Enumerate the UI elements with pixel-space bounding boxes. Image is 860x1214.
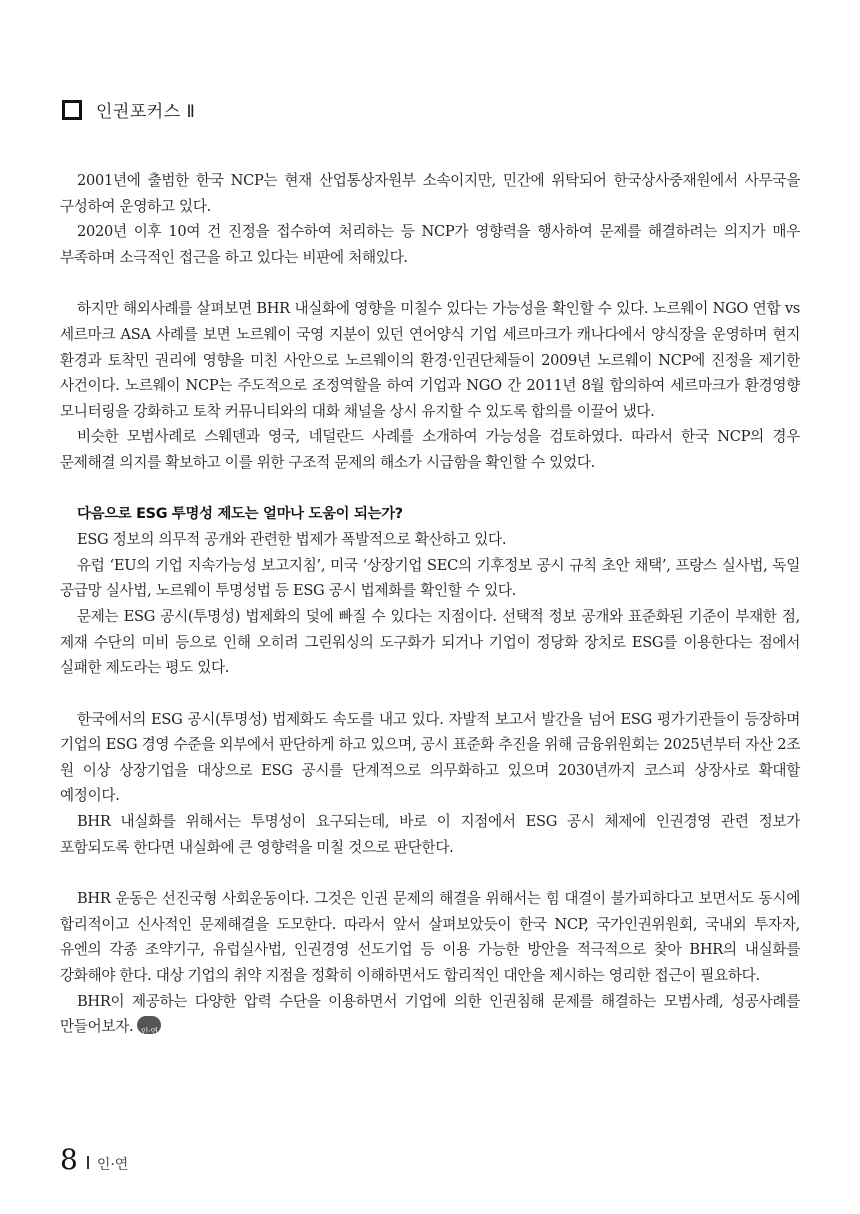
footer-divider [87,1156,89,1169]
end-mark-logo-icon [137,1016,161,1034]
paragraph: 하지만 해외사례를 살펴보면 BHR 내실화에 영향을 미칠수 있다는 가능성을 확인할 수 있다. 노르웨이 NGO 연합 vs 세르마크 ASA 사례를 보면 노르웨이 국영 지분이 있던 연어양식 기업 세르마크가 캐나다에서 양식장을 운영하며 현지 환경과 토착민 권리에 영향을 미친 사안으로 노르웨이의 환경·인권단체들이 2009년 노르웨이 NCP에 진정을 제기한 사건이다. 노르웨이 NCP는 주도적으로 조정역할을 하여 기업과 NGO 간 2011년 8월 합의하여 세르마크가 환경영향 모니터링을 강화하고 토착 커뮤니티와의 대화 채널을 상시 유지할 수 있도록 합의를 이끌어 냈다. [60,300,800,420]
paragraph: 한국에서의 ESG 공시(투명성) 법제화도 속도를 내고 있다. 자발적 보고서 발간을 넘어 ESG 평가기관들이 등장하며 기업의 ESG 경영 수준을 외부에서 판단하게 하고 있으며, 공시 표준화 추진을 위해 금융위원회는 2025년부터 자산 2조 원 이상 상장기업을 대상으로 ESG 공시를 단계적으로 의무화하고 있으며 2030년까지 코스피 상장사로 확대할 예정이다. [60,710,800,805]
page-number: 8 [60,1143,78,1176]
footer-label: 인·연 [96,1157,129,1173]
section-title: 인권포커스 Ⅱ [96,102,196,122]
square-bullet-icon [62,100,82,120]
paragraph: ESG 정보의 의무적 공개와 관련한 법제가 폭발적으로 확산하고 있다. [77,531,507,549]
paragraph: 2020년 이후 10여 건 진정을 접수하여 처리하는 등 NCP가 영향력을 행사하여 문제를 해결하려는 의지가 매우 부족하며 소극적인 접근을 하고 있다는 비판에 처해있다. [60,223,800,266]
paragraph-text: BHR이 제공하는 다양한 압력 수단을 이용하면서 기업에 의한 인권침해 문제를 해결하는 모범사례, 성공사례를 만들어보자. [60,992,800,1036]
paragraph: BHR 운동은 선진국형 사회운동이다. 그것은 인권 문제의 해결을 위해서는 힘 대결이 불가피하다고 보면서도 동시에 합리적이고 신사적인 문제해결을 도모한다. 따라서 앞서 살펴보았듯이 한국 NCP, 국가인권위원회, 국내외 투자자, 유엔의 각종 조약기구, 유럽실사법, 인권경영 선도기업 등 이용 가능한 방안을 적극적으로 찾아 BHR의 내실화를 강화해야 한다. 대상 기업의 취약 지점을 정확히 이해하면서도 합리적인 대안을 제시하는 영리한 접근이 필요하다. [60,890,800,985]
paragraph: 2001년에 출범한 한국 NCP는 현재 산업통상자원부 소속이지만, 민간에 위탁되어 한국상사중재원에서 사무국을 구성하여 운영하고 있다. [60,172,800,215]
paragraph-final [60,989,800,1040]
paragraph: BHR 내실화를 위해서는 투명성이 요구되는데, 바로 이 지점에서 ESG 공시 체제에 인권경영 관련 정보가 포함되도록 한다면 내실화에 큰 영향력을 미칠 것으로 판단한다. [60,813,800,856]
paragraph: 유럽 ‘EU의 기업 지속가능성 보고지침’, 미국 ‘상장기업 SEC의 기후정보 공시 규칙 초안 채택’, 프랑스 실사법, 독일 공급망 실사법, 노르웨이 투명성법 등 ESG 공시 법제화를 확인할 수 있다. [60,556,800,600]
page-footer [60,1143,128,1176]
subheading-question: 다음으로 ESG 투명성 제도는 얼마나 도움이 되는가? [77,505,403,522]
section-header [62,97,195,122]
paragraph: 문제는 ESG 공시(투명성) 법제화의 덫에 빠질 수 있다는 지점이다. 선택적 정보 공개와 표준화된 기준이 부재한 점, 제재 수단의 미비 등으로 인해 오히려 그린워싱의 도구화가 되거나 기업이 정당화 장치로 ESG를 이용한다는 점에서 실패한 제도라는 평도 있다. [60,607,800,677]
paragraph: 비슷한 모범사례로 스웨덴과 영국, 네덜란드 사례를 소개하여 가능성을 검토하였다. 따라서 한국 NCP의 경우 문제해결 의지를 확보하고 이를 위한 구조적 문제의 해소가 시급함을 확인할 수 있었다. [60,428,800,471]
article-body [60,168,800,1040]
